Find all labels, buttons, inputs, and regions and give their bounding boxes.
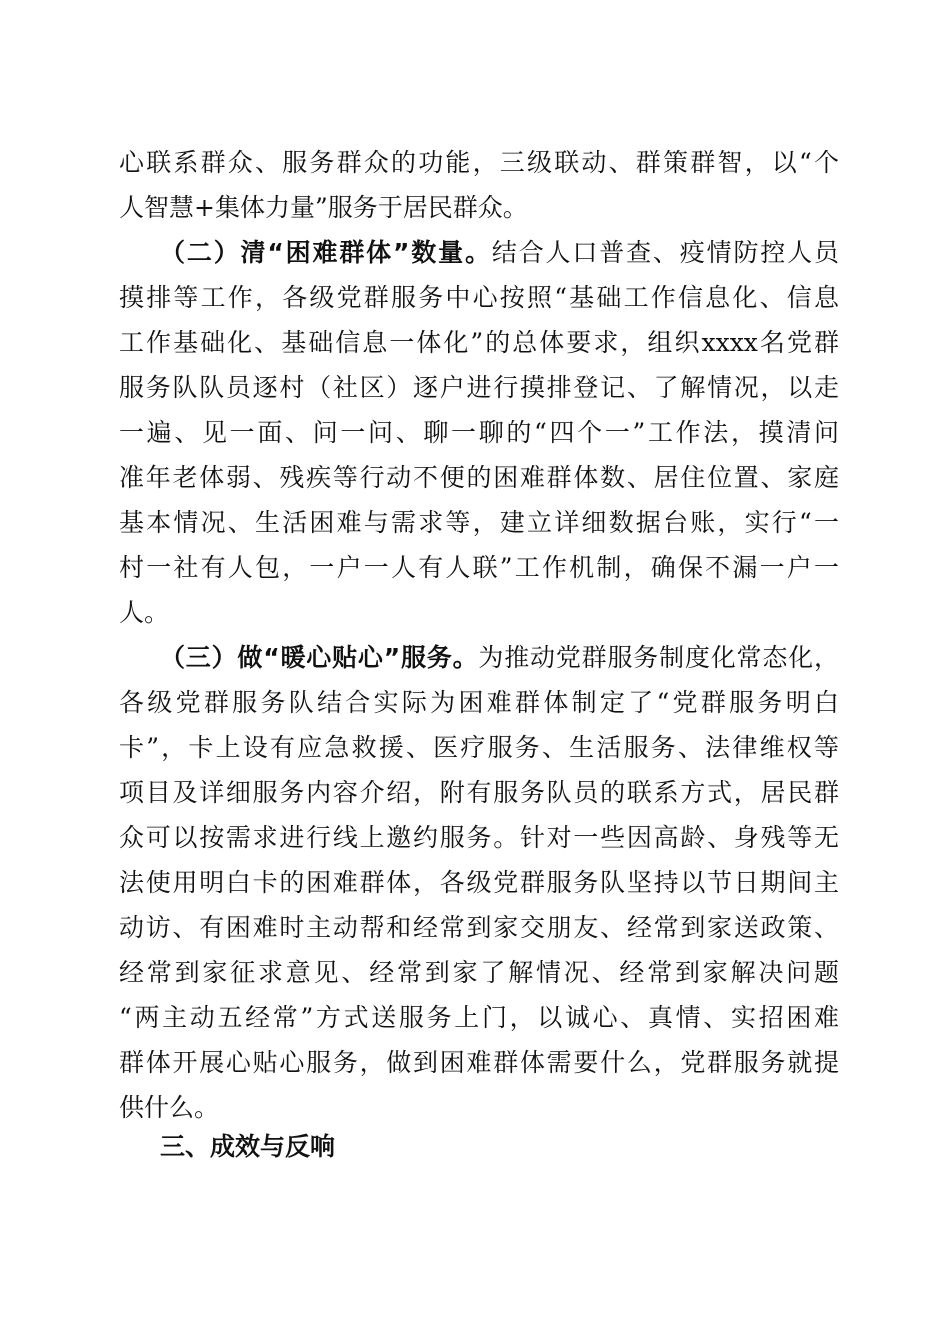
paragraph-2-line-6: 准年老体弱、残疾等行动不便的困难群体数、居住位置、家庭 [119,463,839,492]
paragraph-2-line-3: 工作基础化、基础信息一体化”的总体要求，组织xxxx名党群 [119,328,839,357]
paragraph-3-line-7: 动访、有困难时主动帮和经常到家交朋友、经常到家送政策、 [119,913,839,942]
paragraph-1-line-2: 人智慧+集体力量”服务于居民群众。 [119,193,528,222]
section-heading: 三、成效与反响 [160,1132,336,1161]
paragraph-3-first-line-text: 为推动党群服务制度化常态化， [478,643,839,672]
paragraph-3-line-10: 群体开展心贴心服务，做到困难群体需要什么，党群服务就提 [119,1048,839,1077]
paragraph-2-line-2: 摸排等工作，各级党群服务中心按照“基础工作信息化、信息 [119,283,839,312]
paragraph-3-line-8: 经常到家征求意见、经常到家了解情况、经常到家解决问题 [119,958,839,987]
paragraph-2-title: （二）清“困难群体”数量。 [160,238,492,267]
paragraph-3-line-6: 法使用明白卡的困难群体，各级党群服务队坚持以节日期间主 [119,868,839,897]
paragraph-2-line-9: 人。 [119,598,170,627]
paragraph-2-line-4: 服务队队员逐村（社区）逐户进行摸排登记、了解情况，以走 [119,373,839,402]
paragraph-2-line-5: 一遍、见一面、问一问、聊一聊的“四个一”工作法，摸清问 [119,418,839,447]
paragraph-3-line-5: 众可以按需求进行线上邀约服务。针对一些因高龄、身残等无 [119,823,839,852]
paragraph-2-line-8: 村一社有人包，一户一人有人联”工作机制，确保不漏一户一 [119,553,839,582]
paragraph-3-line-4: 项目及详细服务内容介绍，附有服务队员的联系方式，居民群 [119,778,839,807]
paragraph-3-line-2: 各级党群服务队结合实际为困难群体制定了“党群服务明白 [119,688,839,717]
paragraph-3-line-3: 卡”，卡上设有应急救援、医疗服务、生活服务、法律维权等 [119,733,839,762]
paragraph-3-line-1 [160,643,839,673]
paragraph-3-line-9: “两主动五经常”方式送服务上门，以诚心、真情、实招困难 [119,1003,839,1032]
paragraph-2-first-line-text: 结合人口普查、疫情防控人员 [491,238,839,267]
paragraph-3-title: （三）做“暖心贴心”服务。 [160,643,479,672]
paragraph-2-line-7: 基本情况、生活困难与需求等，建立详细数据台账，实行“一 [119,508,839,537]
paragraph-1-line-1: 心联系群众、服务群众的功能，三级联动、群策群智，以“个 [119,148,839,177]
paragraph-3-line-11: 供什么。 [119,1093,220,1122]
paragraph-2-line-1 [160,238,839,268]
